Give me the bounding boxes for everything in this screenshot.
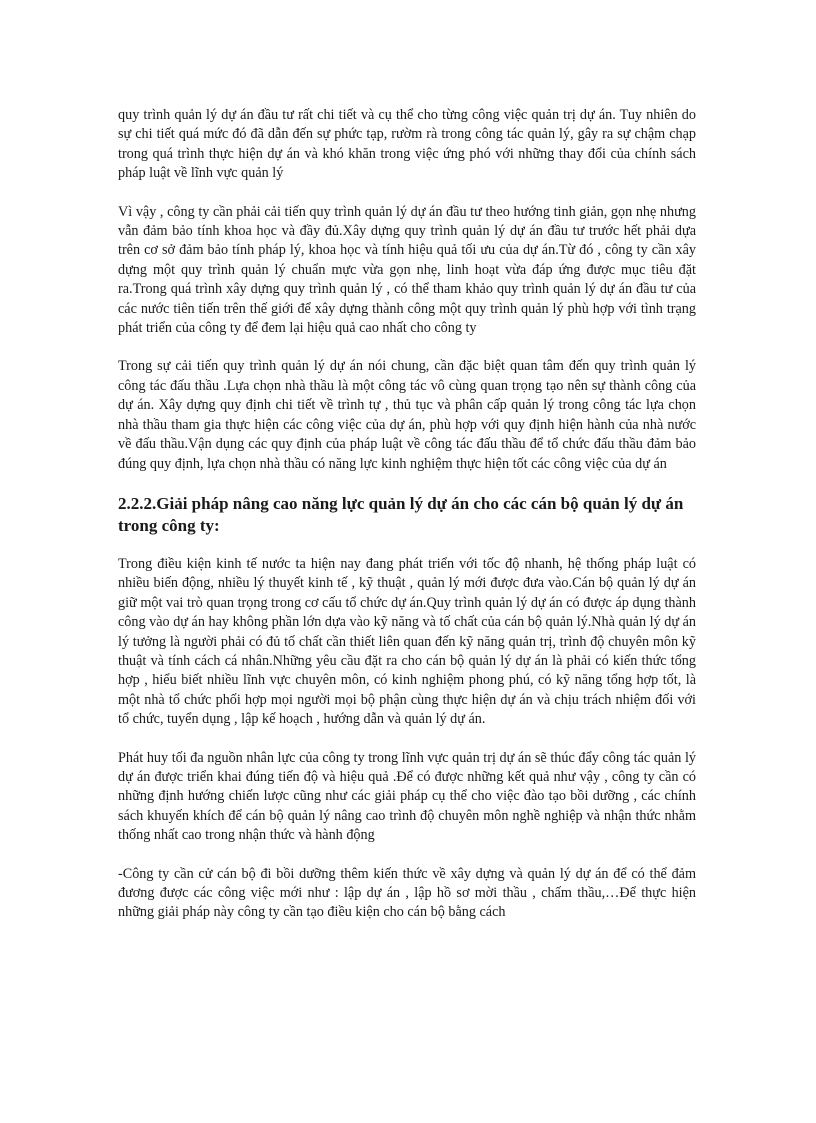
paragraph-bidding-management: Trong sự cải tiến quy trình quản lý dự án nói chung, cần đặc biệt quan tâm đến quy trình quản lý công tác đấu thầu .Lựa chọn nhà thầu là một công tác vô cùng quan trọng tạo nên sự thành công của dự án. Xây dựng quy định chi tiết về trình tự , thủ tục và phân cấp quản lý trong công tác lựa chọn nhà thầu tham gia thực hiện các công việc của dự án, phù hợp với quy định hiện hành của nhà nước về đấu thầu.Vận dụng các quy định của pháp luật về công tác đấu thầu để tổ chức đấu thầu đảm bảo đúng quy định, lựa chọn nhà thầu có năng lực kinh nghiệm thực hiện tốt các công việc của dự án (118, 358, 696, 472)
paragraph-manager-qualities: Trong điều kiện kinh tế nước ta hiện nay đang phát triển với tốc độ nhanh, hệ thống pháp luật có nhiều biến động, nhiều lý thuyết kinh tế , kỹ thuật , quản lý mới được đưa vào.Cán bộ quản lý dự án giữ một vai trò quan trọng trong cơ cấu tổ chức dự án.Quy trình quản lý dự án có được áp dụng thành công vào dự án hay không phần lớn dựa vào kỹ năng và tố chất của cán bộ quản lý.Nhà quản lý dự án lý tưởng là người phải có đủ tố chất cần thiết liên quan đến kỹ năng quản trị, trình độ chuyên môn kỹ thuật và tính cách cá nhân.Những yêu cầu đặt ra cho cán bộ quản lý dự án là phải có kiến thức tổng hợp , hiểu biết nhiều lĩnh vực chuyên môn, có kinh nghiệm phong phú, có kỹ năng tổng hợp tốt, là một nhà tổ chức phối hợp mọi người mọi bộ phận cùng thực hiện dự án và chịu trách nhiệm đối với tổ chức, tuyển dụng , lập kế hoạch , hướng dẫn và quản lý dự án. (118, 555, 696, 728)
paragraph-human-resources: Phát huy tối đa nguồn nhân lực của công ty trong lĩnh vực quản trị dự án sẽ thúc đẩy công tác quản lý dự án được triển khai đúng tiến độ và hiệu quả .Để có được những kết quả như vậy , công ty cần có những định hướng chiến lược cũng như các giải pháp cụ thể cho việc đào tạo bồi dưỡng , các chính sách khuyến khích để cán bộ quản lý nâng cao trình độ chuyên môn nghề nghiệp và nhận thức nhằm thống nhất cao trong nhận thức và hành động (118, 749, 696, 844)
section-heading: 2.2.2.Giải pháp nâng cao năng lực quản lý dự án cho các cán bộ quản lý dự án trong công ty: (118, 493, 684, 535)
document-page (118, 106, 696, 942)
paragraph-process-detail: quy trình quản lý dự án đầu tư rất chi tiết và cụ thể cho từng công việc quản trị dự án. Tuy nhiên do sự chi tiết quá mức đó đã dẫn đến sự phức tạp, rườm rà trong công tác quản lý, gây ra sự chậm chạp trong quá trình thực hiện dự án và khó khăn trong việc ứng phó với những thay đổi của chính sách pháp luật về lĩnh vực quản lý (118, 107, 696, 182)
paragraph-process-improvement: Vì vậy , công ty cần phải cải tiến quy trình quản lý dự án đầu tư theo hướng tinh giản, gọn nhẹ nhưng vẫn đảm bảo tính khoa học và đầy đủ.Xây dựng quy trình quản lý dự án đầu tư trước hết phải dựa trên cơ sở đảm bảo tính pháp lý, khoa học và tính hiệu quả tối ưu của dự án.Từ đó , công ty cần xây dựng một quy trình quản lý chuẩn mực vừa gọn nhẹ, linh hoạt vừa đáp ứng được mục tiêu đặt ra.Trong quá trình xây dựng quy trình quản lý , có thể tham khảo quy trình quản lý dự án đầu tư của các nước tiên tiến trên thế giới để xây dựng thành công một quy trình quản lý phù hợp với tình trạng phát triển của công ty để đem lại hiệu quả cao nhất cho công ty (118, 203, 696, 337)
paragraph-training: -Công ty cần cử cán bộ đi bồi dưỡng thêm kiến thức về xây dựng và quản lý dự án để có thể đảm đương được các công việc mới như : lập dự án , lập hồ sơ mời thầu , chấm thầu,…Để thực hiện những giải pháp này công ty cần tạo điều kiện cho cán bộ bằng cách (118, 865, 696, 921)
